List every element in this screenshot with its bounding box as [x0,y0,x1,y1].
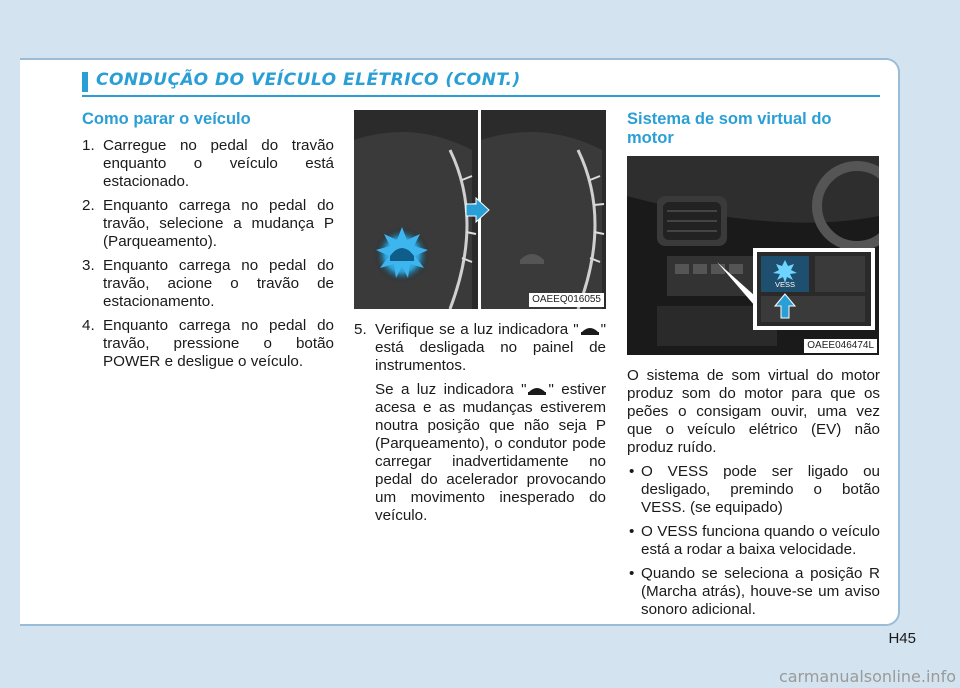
bullet-item: • O VESS pode ser ligado ou desligado, premindo o botão VESS. (se equipado) [629,463,880,516]
section-title-stopping: Como parar o veículo [82,110,251,128]
car-indicator-icon [579,323,601,337]
step-text: Enquanto carrega no pedal do travão, selecione a mudança P (Parqueamento). [103,197,334,250]
step-item: 2. Enquanto carrega no pedal do travão, selecione a mudança P (Parqueamento). [82,197,334,250]
step-text: Carregue no pedal do travão enquanto o veículo está estacionado. [103,137,334,190]
cluster-indicator-figure [354,110,606,309]
step-text: Enquanto carrega no pedal do travão, acione o travão de estacionamento. [103,257,334,310]
figure-caption: OAEE046474L [804,339,877,353]
bullet-item: • Quando se seleciona a posição R (Marcha atrás), houve-se um aviso sonoro adicional. [629,565,880,618]
dashboard-illustration [627,156,879,355]
step-item: 1. Carregue no pedal do travão enquanto o veículo está estacionado. [82,137,334,190]
vess-bullets [627,463,880,619]
step-text: Enquanto carrega no pedal do travão, pressione o botão POWER e desligue o veículo. [103,317,334,370]
column-right [627,110,880,625]
header-accent-bar [82,72,88,92]
section-title-vess: Sistema de som virtual do motor [627,110,832,147]
column-middle [354,110,606,525]
step-item: 3. Enquanto carrega no pedal do travão, acione o travão de estacionamento. [82,257,334,310]
section-header-title: CONDUÇÃO DO VEÍCULO ELÉTRICO (CONT.) [96,70,521,90]
step-item: 5. Verifique se a luz indicadora " " está desligada no painel de instrumentos. [354,321,606,374]
stopping-steps-list [82,137,334,371]
vess-button-figure [627,156,879,355]
step-item: 4. Enquanto carrega no pedal do travão, pressione o botão POWER e desligue o veículo. [82,317,334,370]
header-rule [82,95,880,97]
bullet-item: • O VESS funciona quando o veículo está a rodar a baixa velocidade. [629,523,880,558]
warning-note: Se a luz indicadora " " estiver acesa e as mudanças estiverem noutra posição que não seja P (Parqueamento), o condutor pode carregar inadvertidamente no pedal do acelerador provocando um movimento inesperado do veículo. [375,381,606,524]
vess-button-label: VESS [774,280,796,289]
check-steps-list [354,321,606,375]
vess-intro: O sistema de som virtual do motor produz som do motor para que os peões o consigam ouvir, uma vez que o veículo elétrico (EV) não produz ruído. [627,367,880,456]
figure-caption: OAEEQ016055 [529,293,604,307]
car-indicator-icon [526,383,548,397]
page-number: H45 [888,630,916,647]
cluster-illustration [354,110,606,309]
watermark: carmanualsonline.info [778,667,956,686]
column-left [82,110,334,377]
